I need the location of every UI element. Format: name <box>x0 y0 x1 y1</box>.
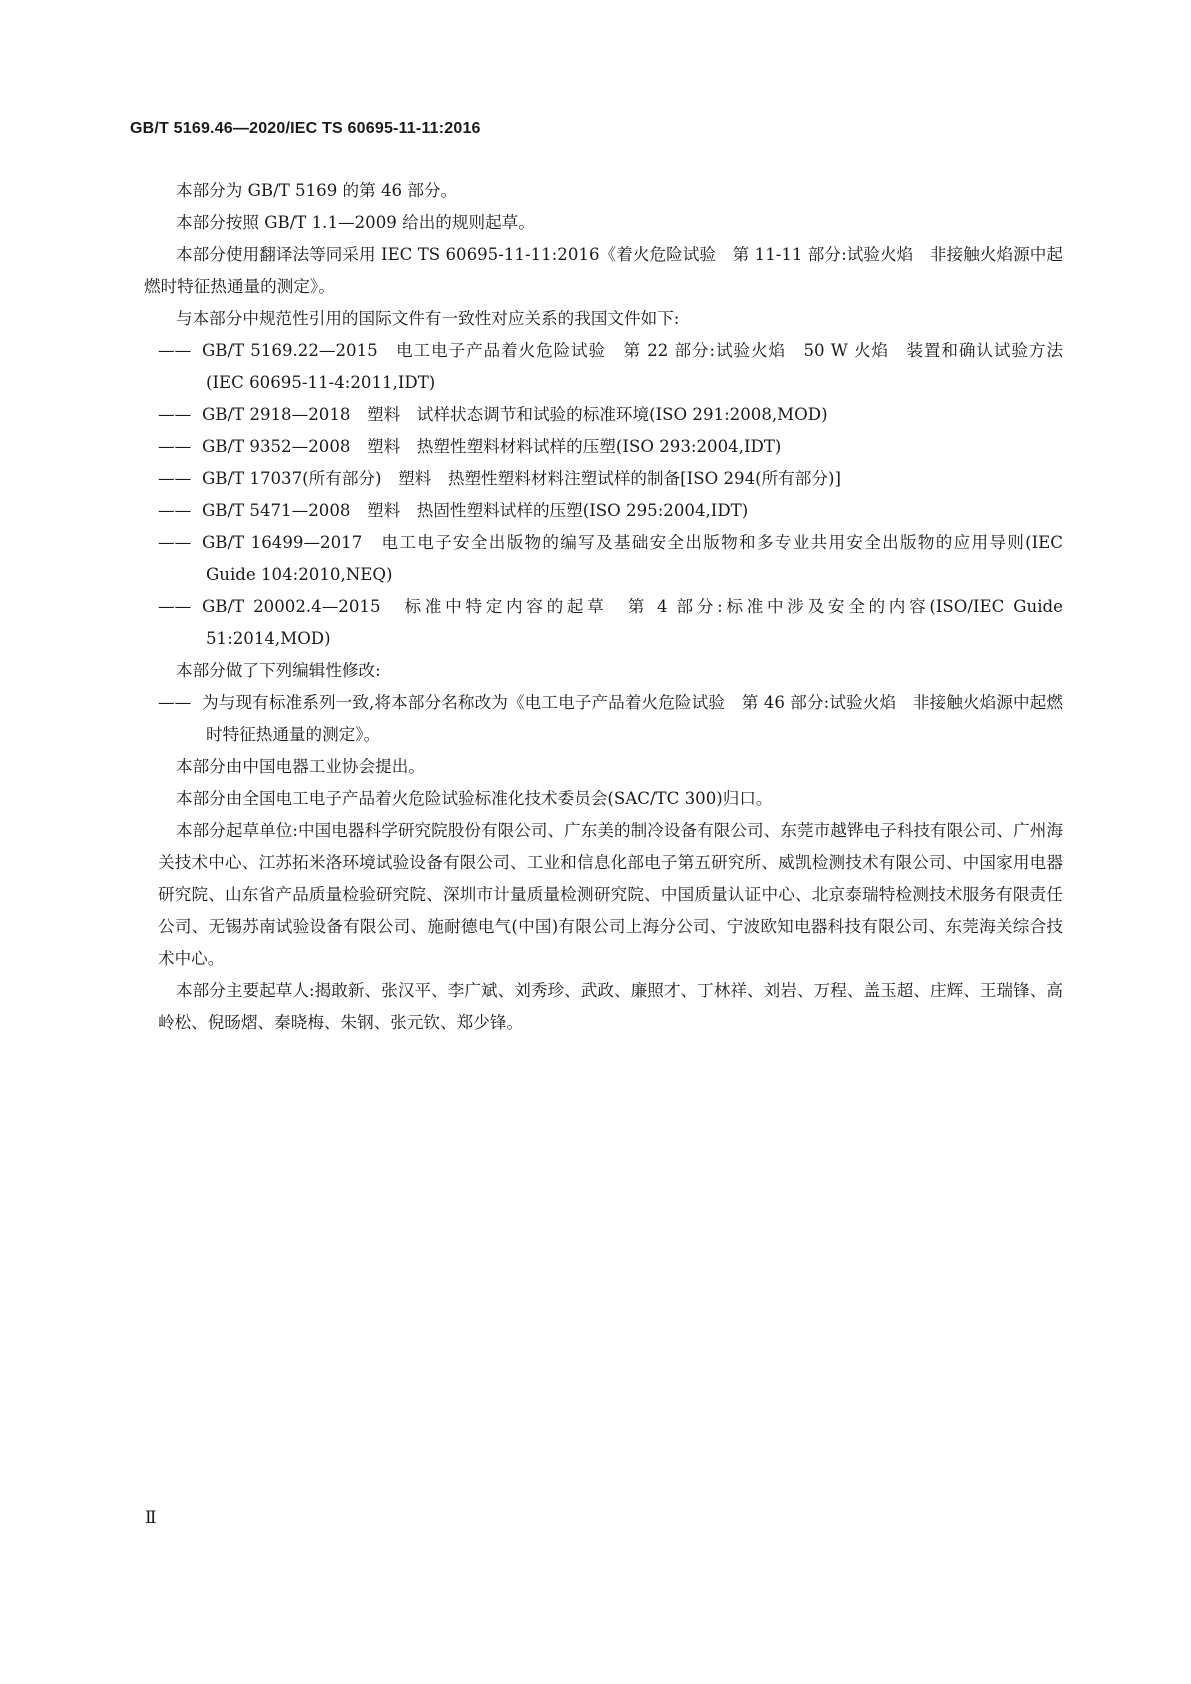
dash-marker: —— <box>158 693 192 712</box>
dash-marker: —— <box>158 469 192 488</box>
paragraph-normative-refs-intro: 与本部分中规范性引用的国际文件有一致性对应关系的我国文件如下: <box>176 309 680 328</box>
reference-text: GB/T 16499—2017 电工电子安全出版物的编写及基础安全出版物和多专业共用安全出版物的应用导则(IEC Guide 104:2010,NEQ) <box>202 533 1063 584</box>
reference-text: GB/T 17037(所有部分) 塑料 热塑性塑料材料注塑试样的制备[ISO 294(所有部分)] <box>202 469 841 488</box>
page-number: Ⅱ <box>145 1508 157 1527</box>
reference-list-item <box>158 495 1063 527</box>
paragraph-drafting-organizations: 本部分起草单位:中国电器科学研究院股份有限公司、广东美的制冷设备有限公司、东莞市越铧电子科技有限公司、广州海关技术中心、江苏拓米洛环境试验设备有限公司、工业和信息化部电子第五研究所、威凯检测技术有限公司、中国家用电器研究院、山东省产品质量检验研究院、深圳市计量质量检测研究院、中国质量认证中心、北京泰瑞特检测技术服务有限责任公司、无锡苏南试验设备有限公司、施耐德电气(中国)有限公司上海分公司、宁波欧知电器科技有限公司、东莞海关综合技术中心。 <box>158 821 1063 968</box>
reference-text: GB/T 9352—2008 塑料 热塑性塑料材料试样的压塑(ISO 293:2004,IDT) <box>202 437 782 456</box>
dash-marker: —— <box>158 597 192 616</box>
reference-list-item <box>158 463 1063 495</box>
reference-list-item <box>158 399 1063 431</box>
paragraph-part-scope: 本部分为 GB/T 5169 的第 46 部分。 <box>176 181 458 200</box>
paragraph-proposer: 本部分由中国电器工业协会提出。 <box>176 757 425 776</box>
document-body <box>144 175 1063 1039</box>
paragraph-adoption-method: 本部分使用翻译法等同采用 IEC TS 60695-11-11:2016《着火危险试验 第 11-11 部分:试验火焰 非接触火焰源中起燃时特征热通量的测定》。 <box>144 245 1063 296</box>
dash-marker: —— <box>158 405 192 424</box>
reference-list-item <box>158 591 1063 655</box>
reference-list-item <box>158 431 1063 463</box>
paragraph-drafters: 本部分主要起草人:揭敢新、张汉平、李广斌、刘秀珍、武政、廉照才、丁林祥、刘岩、万程、盖玉超、庄辉、王瑞锋、高岭松、倪旸熠、秦晓梅、朱钢、张元钦、郑少锋。 <box>158 981 1063 1032</box>
reference-list-item <box>158 527 1063 591</box>
dash-marker: —— <box>158 437 192 456</box>
paragraph-technical-committee: 本部分由全国电工电子产品着火危险试验标准化技术委员会(SAC/TC 300)归口。 <box>176 789 773 808</box>
dash-marker: —— <box>158 533 192 552</box>
dash-marker: —— <box>158 501 192 520</box>
reference-text: GB/T 5169.22—2015 电工电子产品着火危险试验 第 22 部分:试验火焰 50 W 火焰 装置和确认试验方法(IEC 60695-11-4:2011,IDT) <box>202 341 1063 392</box>
dash-marker: —— <box>158 341 192 360</box>
reference-text: GB/T 5471—2008 塑料 热固性塑料试样的压塑(ISO 295:2004,IDT) <box>202 501 749 520</box>
editorial-change-text: 为与现有标准系列一致,将本部分名称改为《电工电子产品着火危险试验 第 46 部分:试验火焰 非接触火焰源中起燃时特征热通量的测定》。 <box>202 693 1063 744</box>
standard-number-header: GB/T 5169.46—2020/IEC TS 60695-11-11:2016 <box>130 120 481 137</box>
paragraph-drafting-rules: 本部分按照 GB/T 1.1—2009 给出的规则起草。 <box>176 213 535 232</box>
editorial-change-item <box>158 687 1063 751</box>
reference-text: GB/T 2918—2018 塑料 试样状态调节和试验的标准环境(ISO 291:2008,MOD) <box>202 405 828 424</box>
paragraph-editorial-changes-intro: 本部分做了下列编辑性修改: <box>176 661 381 680</box>
reference-list-item <box>158 335 1063 399</box>
reference-text: GB/T 20002.4—2015 标准中特定内容的起草 第 4 部分:标准中涉及安全的内容(ISO/IEC Guide 51:2014,MOD) <box>202 597 1063 648</box>
